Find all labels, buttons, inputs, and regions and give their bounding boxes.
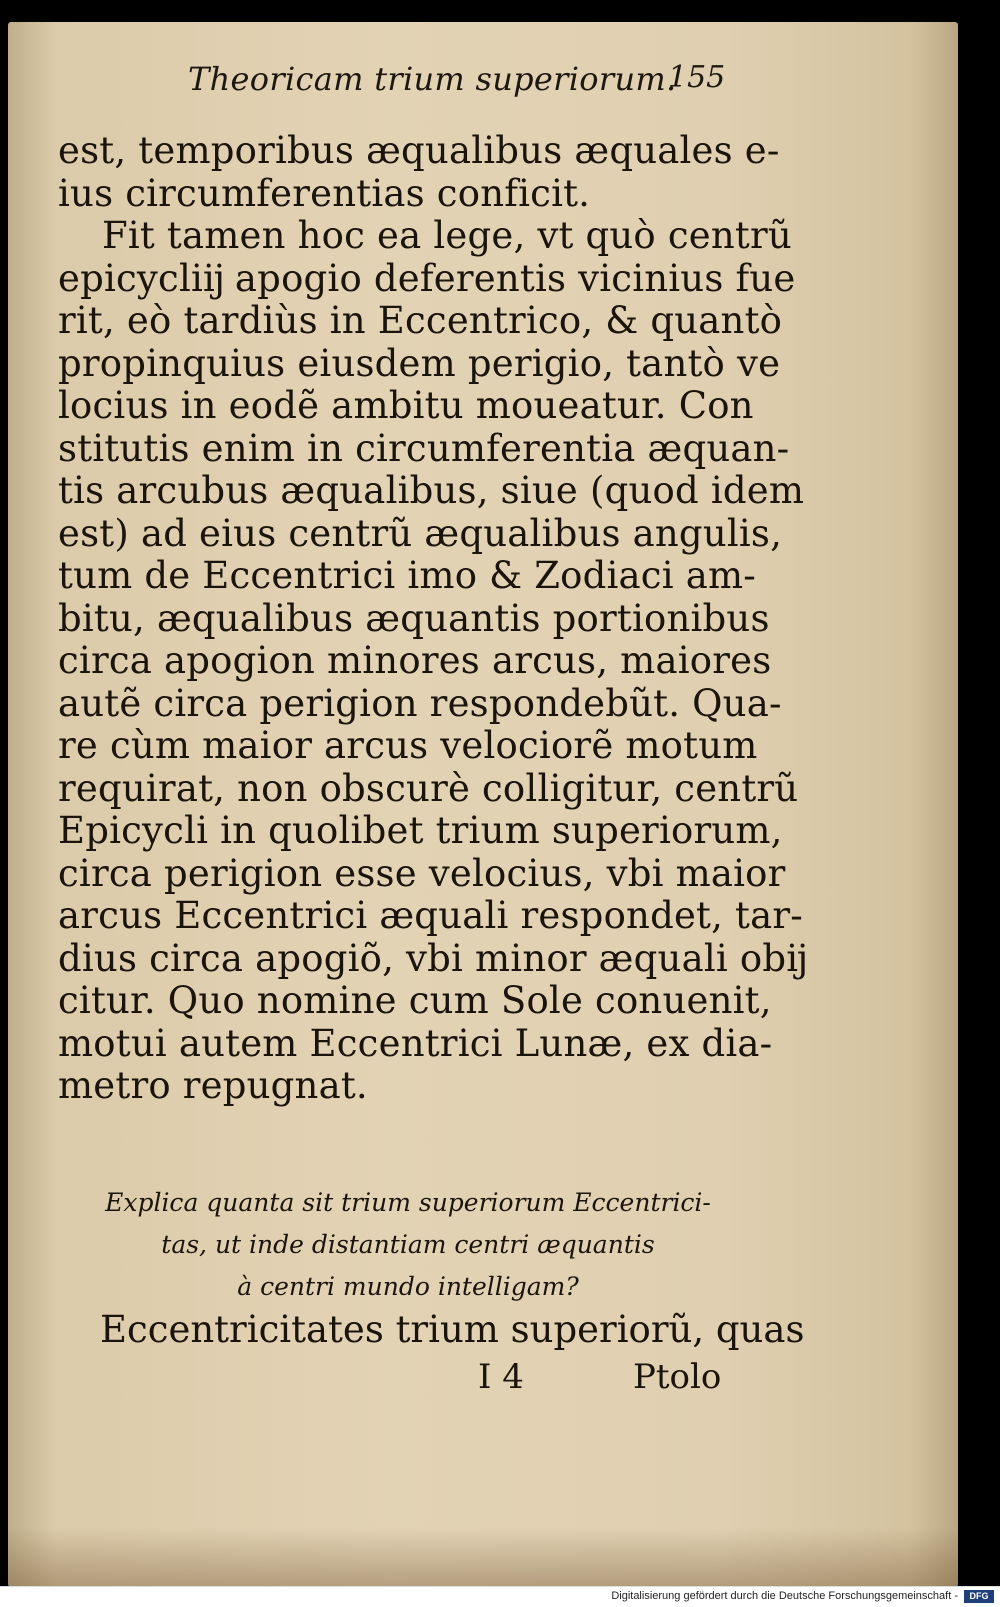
answer-line: Eccentricitates trium superiorũ, quas [100,1308,805,1351]
text-line: tis arcubus æqualibus, siue (quod idem [58,469,805,512]
book-page [8,22,958,1587]
text-line: Epicycli in quolibet trium superiorum, [58,809,783,852]
footer-bar [0,1586,1000,1607]
page-number: 155 [668,60,726,95]
funding-credit: Digitalisierung gefördert durch die Deutsche Forschungsgemeinschaft - [611,1590,958,1602]
question-line: Explica quanta sit trium superiorum Eccentrici- [105,1188,711,1217]
text-line: motui autem Eccentrici Lunæ, ex dia- [58,1021,773,1065]
text-line: arcus Eccentrici æquali respondet, tar- [58,894,803,937]
body-text [58,129,807,1108]
text-line: est) ad eius centrũ æqualibus angulis, [58,511,783,555]
text-line: propinquius eiusdem perigio, tantò ve [58,341,781,385]
text-line: epicycliĳ apogio deferentis vicinius fue [58,256,796,300]
dfg-logo: DFG [964,1590,994,1603]
running-head: Theoricam trium superiorum. [188,60,677,98]
text-line: bitu, æqualibus æquantis portionibus [58,596,770,640]
text-line: locius in eodẽ ambitu moueatur. Con [58,384,754,427]
question-line: à centri mundo intelligam? [237,1272,579,1301]
text-line: Fit tamen hoc ea lege, vt quò centrũ [102,214,792,257]
question-heading [68,1182,748,1308]
text-line: requirat, non obscurè colligitur, centrũ [58,766,799,810]
text-line: dius circa apogiõ, vbi minor æquali obĳ [58,936,807,980]
text-line: re cùm maior arcus velociorẽ motum [58,724,758,767]
text-line: stitutis enim in circumferentia æquan- [58,426,790,470]
text-line: autẽ circa perigion respondebũt. Qua- [58,681,782,725]
text-line: rit, eò tardiùs in Eccentrico, & quantò [58,299,783,342]
catchword: Ptolo [633,1357,722,1397]
page-header [8,60,958,120]
text-line: citur. Quo nomine cum Sole conuenit, [58,979,772,1022]
text-line: circa apogion minores arcus, maiores [58,639,772,682]
question-line: tas, ut inde distantiam centri æquantis [161,1230,655,1259]
text-line: est, temporibus æqualibus æquales e- [58,129,780,172]
text-line: tum de Eccentrici imo & Zodiaci am- [58,554,756,597]
text-line: circa perigion esse velocius, vbi maior [58,851,786,895]
text-line: ius circumferentias conficit. [58,171,591,215]
text-line: metro repugnat. [58,1064,368,1107]
signature-mark: I 4 [478,1357,524,1397]
